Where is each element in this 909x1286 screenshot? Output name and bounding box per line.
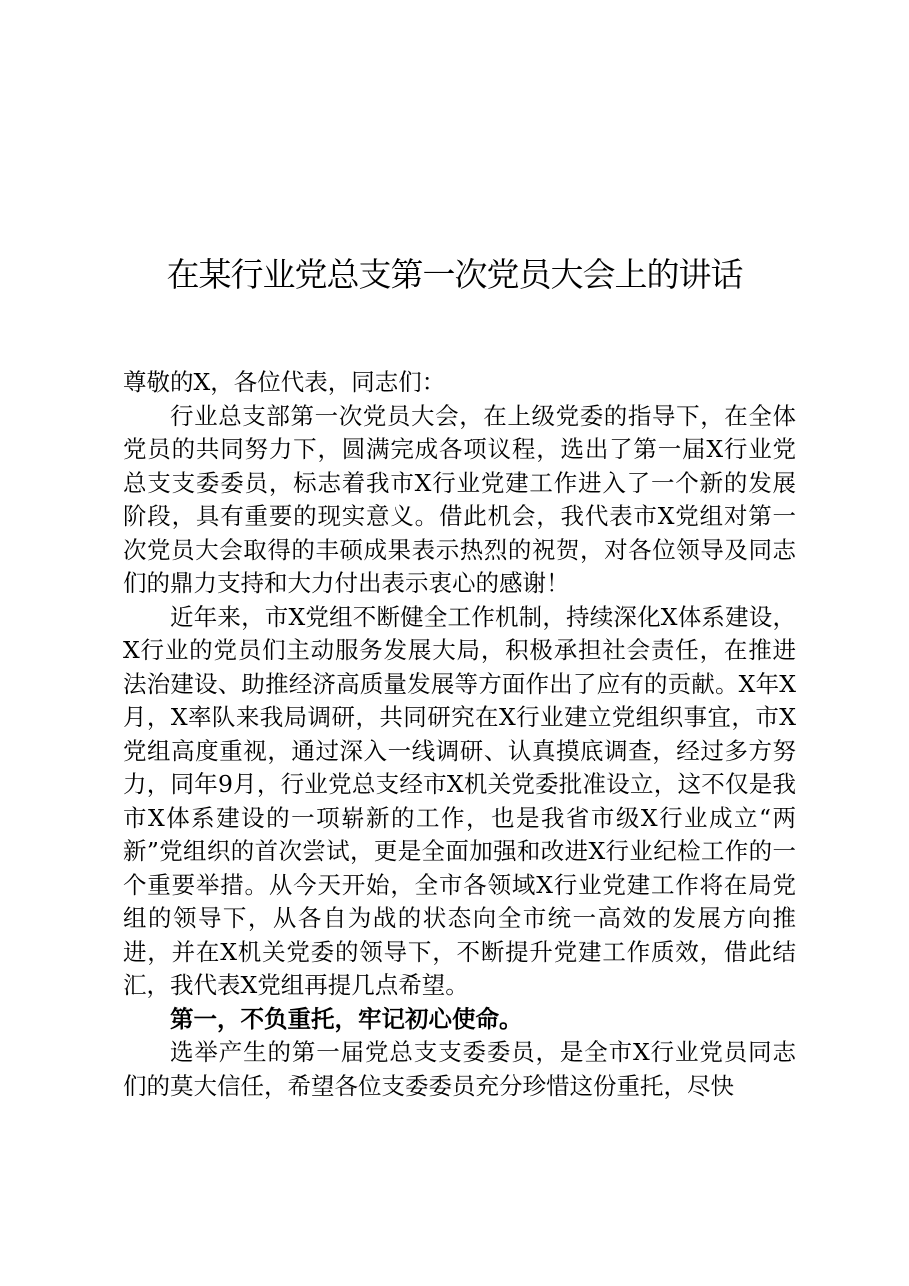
section-heading: 第一，不负重托，牢记初心使命。 <box>170 1004 523 1033</box>
section-paragraph: 选举产生的第一届党总支支委委员，是全市X行业党员同志们的莫大信任，希望各位支委委员充分珍惜这份重托，尽快 <box>123 1038 796 1100</box>
salutation: 尊敬的X，各位代表，同志们： <box>123 368 446 396</box>
document-body <box>123 366 796 1103</box>
paragraph-background: 近年来，市X党组不断健全工作机制，持续深化X体系建设，X行业的党员们主动服务发展大局，积极承担社会责任，在推进法治建设、助推经济高质量发展等方面作出了应有的贡献。X年X月，X率队来我局调研，共同研究在X行业建立党组织事宜，市X党组高度重视，通过深入一线调研、认真摸底调查，经过多方努力，同年9月，行业党总支经市X机关党委批准设立，这不仅是我市X体系建设的一项崭新的工作，也是我省市级X行业成立“两新”党组织的首次尝试，更是全面加强和改进X行业纪检工作的一个重要举措。从今天开始，全市各领域X行业党建工作将在局党组的领导下，从各自为战的状态向全市统一高效的发展方向推进，并在X机关党委的领导下，不断提升党建工作质效，借此结汇，我代表X党组再提几点希望。 <box>123 602 796 999</box>
paragraph-opening: 行业总支部第一次党员大会，在上级党委的指导下，在全体党员的共同努力下，圆满完成各项议程，选出了第一届X行业党总支支委委员，标志着我市X行业党建工作进入了一个新的发展阶段，具有重要的现实意义。借此机会，我代表市X党组对第一次党员大会取得的丰硕成果表示热烈的祝贺，对各位领导及同志们的鼎力支持和大力付出表示衷心的感谢！ <box>123 401 796 597</box>
document-title: 在某行业党总支第一次党员大会上的讲话 <box>166 255 743 294</box>
